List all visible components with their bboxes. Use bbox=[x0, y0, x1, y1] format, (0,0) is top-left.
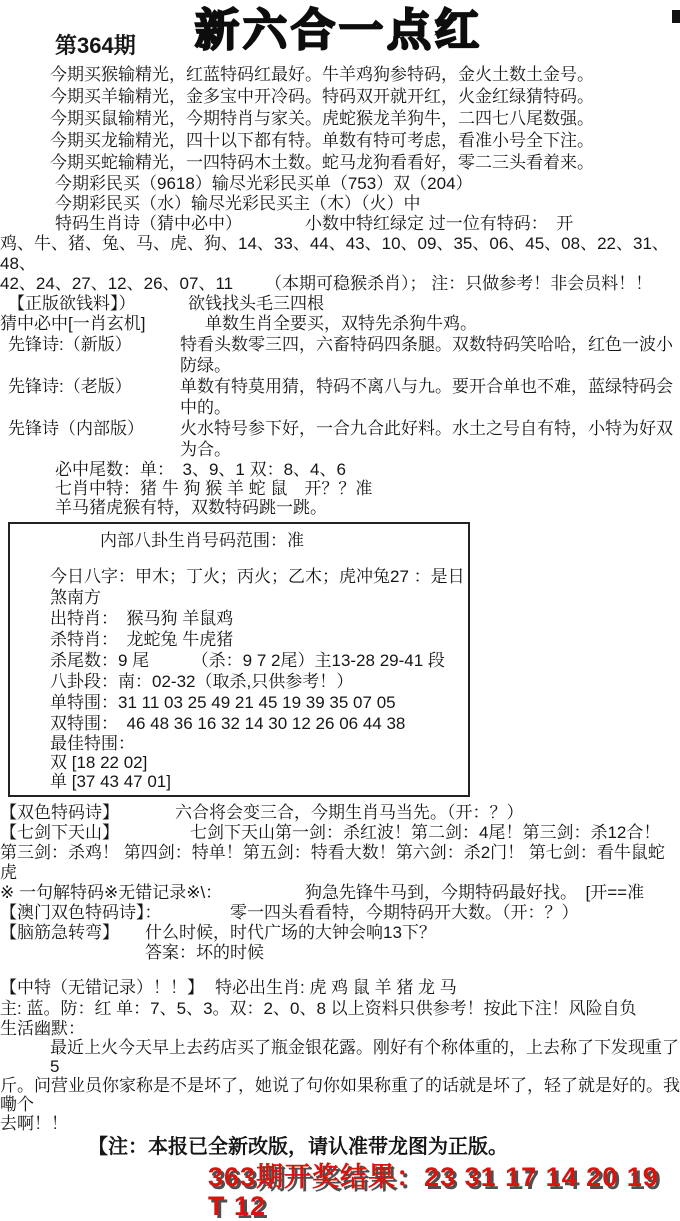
qixiao-zhongte: 七肖中特：猪 牛 狗 猴 羊 蛇 鼠 开？？准 bbox=[55, 479, 373, 498]
bottom-poems bbox=[0, 803, 680, 963]
humor-text: 最近上火今天早上去药店买了瓶金银花露。刚好有个称体重的，上去称了下发现重了5 bbox=[50, 1038, 679, 1076]
shengxiao-numbers-2-values: 42、24、27、12、26、07、11 bbox=[0, 274, 234, 293]
xianfeng-row bbox=[0, 376, 680, 418]
lottery-tip-sheet bbox=[0, 6, 680, 1221]
caimin-line: 今期彩民买（水）输尽光彩民买主（木）（火）中 bbox=[55, 194, 421, 213]
shengxiao-note: （本期可稳猴杀肖）； 注：只做参考！非会员料！！ bbox=[265, 274, 653, 293]
yixiao-section bbox=[0, 314, 680, 334]
bagua-shuangtewei: 双特围： 46 48 36 16 32 14 30 12 26 06 44 38 bbox=[50, 714, 406, 733]
bagua-shatexiao: 杀特肖： 龙蛇兔 牛虎猪 bbox=[50, 630, 234, 649]
caimin-line: 今期彩民买（9618）输尽光彩民买单（753）双（204） bbox=[55, 174, 473, 193]
qijian-poem bbox=[0, 823, 680, 843]
bagua-best-double: 双 [18 22 02] bbox=[50, 753, 148, 772]
yijujie-row bbox=[0, 883, 680, 903]
qijian-continued-text: 第三剑：杀鸡！ 第四剑：特单！第五剑：特看大数！第六剑：杀2门！ 第七剑：看牛鼠蛇虎 bbox=[0, 843, 665, 882]
xianfeng-label: 先锋诗（内部版） bbox=[8, 419, 144, 438]
zhongte-section bbox=[0, 977, 680, 998]
humor-section bbox=[0, 1019, 680, 1133]
humor-text: 斤。问营业员你家称是不是坏了，她说了句你如果称重了的话就是坏了，轻了就是好的。我嘞个 bbox=[0, 1076, 680, 1114]
bagua-best-single: 单 [37 43 47 01] bbox=[50, 772, 171, 791]
verse-line: 今期买鼠输精光，今期特肖与家关。虎蛇猴龙羊狗牛，二四七八尾数强。 bbox=[50, 109, 594, 128]
verse-line: 今期买龙输精光，四十以下都有特。单数有特可考虑，看准小号全下注。 bbox=[50, 131, 594, 150]
shuangse-poem bbox=[0, 803, 680, 823]
aomen-label: 【澳门双色特码诗】： bbox=[0, 903, 162, 922]
naojin-label: 【脑筋急转弯】 bbox=[0, 923, 119, 942]
intro-verses bbox=[0, 64, 680, 174]
bagua-box bbox=[8, 522, 470, 797]
shuangse-label: 【双色特码诗】 bbox=[0, 803, 119, 822]
xianfeng-text: 单数有特莫用猜，特码不离八与九。要开合单也不难，蓝绿特码会中的。 bbox=[180, 377, 673, 417]
verse-line: 今期买猴输精光，红蓝特码红最好。牛羊鸡狗参特码，金火土数土金号。 bbox=[50, 65, 594, 84]
qijian-text: 七剑下天山第一剑：杀红波！第二剑：4尾！第三剑：杀12合！ bbox=[190, 823, 661, 842]
naojin-question: 什么时候，时代广场的大钟会响13下？ bbox=[145, 923, 436, 942]
shengxiao-poem-header bbox=[0, 214, 680, 234]
page-title: 新六合一点红 bbox=[195, 6, 483, 55]
yuqian-section bbox=[0, 294, 680, 314]
bizhong-weishu: 必中尾数：单： 3、9、1 双：8、4、6 bbox=[55, 460, 346, 479]
xianfeng-label: 先锋诗:（新版） bbox=[8, 335, 132, 354]
yixiao-text: 单数生肖全要买，双特先杀狗牛鸡。 bbox=[205, 314, 477, 333]
edition-note: 【注：本报已全新改版，请认准带龙图为正版。 bbox=[88, 1136, 508, 1158]
scan-artifact bbox=[672, 10, 680, 23]
naojin-answer bbox=[0, 943, 680, 963]
qijian-continued bbox=[0, 843, 680, 883]
yuqian-label: 【正版欲钱料】） bbox=[8, 294, 136, 313]
verse-line: 今期买蛇输精光，一四特码木土数。蛇马龙狗看看好，零二三头看着来。 bbox=[50, 153, 594, 172]
bagua-best-label: 最佳特围： bbox=[50, 734, 135, 753]
xianfeng-poems bbox=[0, 334, 680, 460]
yangma-line: 羊马猪虎猴有特，双数特码跳一跳。 bbox=[55, 498, 327, 517]
aomen-poem bbox=[0, 903, 680, 923]
shengxiao-numbers-2 bbox=[0, 274, 680, 294]
shengxiao-label: 特码生肖诗（猜中必中） bbox=[55, 214, 242, 233]
shengxiao-numbers-1: 鸡、牛、猪、兔、马、虎、狗、14、33、44、43、10、09、35、06、45、08、22、31、48、 bbox=[0, 234, 669, 273]
yuqian-text: 欲钱找头毛三四根 bbox=[188, 294, 324, 313]
aomen-text: 零一四头看看特，今期特码开大数。（开：？） bbox=[230, 903, 579, 922]
xianfeng-label: 先锋诗:（老版） bbox=[8, 377, 132, 396]
previous-draw-result: 363期开奖结果：23 31 17 14 20 19 T 12 bbox=[208, 1162, 659, 1221]
shuangse-text: 六合将会变三合，今期生肖马当先。（开：？） bbox=[175, 803, 524, 822]
caimin-lines bbox=[0, 174, 680, 214]
bagua-bazi: 今日八字：甲木；丁火；丙火；乙木；虎冲兔27 ：是日煞南方 bbox=[50, 567, 465, 607]
xianfeng-text: 特看头数零三四，六畜特码四条腿。双数特码笑哈哈，红色一波小防绿。 bbox=[180, 335, 673, 375]
xianfeng-row bbox=[0, 418, 680, 460]
naojin-riddle bbox=[0, 923, 680, 943]
verse-line: 今期买羊输精光，金多宝中开冷码。特码双开就开红，火金红绿猜特码。 bbox=[50, 87, 594, 106]
zhongte-detail: 主: 蓝。防：红 单：7、5、3。双：2、0、8 以上资料只供参考！按此下注！风险自负 bbox=[0, 999, 637, 1018]
xianfeng-row bbox=[0, 334, 680, 376]
xianfeng-text: 火水特号参下好，一合九合此好料。水土之号自有特，小特为好双为合。 bbox=[180, 419, 673, 459]
bagua-shaweishu: 杀尾数：9 尾 （杀：9 7 2尾）主13-28 29-41 段 bbox=[50, 651, 445, 670]
bagua-duan: 八卦段：南：02-32（取杀,只供参考！） bbox=[50, 672, 354, 691]
tail-tips bbox=[0, 460, 680, 517]
header bbox=[0, 6, 680, 64]
qijian-label: 【七剑下天山】 bbox=[0, 823, 119, 842]
yijujie-label: ※ 一句解特码※无错记录※\： bbox=[0, 883, 223, 902]
issue-number: 第364期 bbox=[55, 33, 136, 58]
humor-label: 生活幽默： bbox=[0, 1019, 85, 1038]
naojin-answer-text: 答案：坏的时候 bbox=[145, 943, 264, 962]
bagua-title: 内部八卦生肖号码范围：准 bbox=[100, 531, 304, 550]
yixiao-label: 猜中必中[一肖玄机] bbox=[0, 314, 146, 333]
zhongte-label: 【中特（无错记录）！！】 bbox=[0, 978, 204, 997]
humor-text: 去啊！！ bbox=[0, 1114, 68, 1133]
bagua-chutexiao: 出特肖： 猴马狗 羊鼠鸡 bbox=[50, 609, 234, 628]
yijujie-text: 狗急先锋牛马到，今期特码最好找。 [开==准 bbox=[305, 883, 645, 902]
bagua-dantewei: 单特围：31 11 03 25 49 21 45 19 39 35 07 05 bbox=[50, 693, 396, 712]
shengxiao-hint: 小数中特红绿定 过一位有特码： 开 bbox=[305, 214, 574, 233]
zhongte-zodiac: 特必出生肖: 虎 鸡 鼠 羊 猪 龙 马 bbox=[215, 978, 457, 997]
